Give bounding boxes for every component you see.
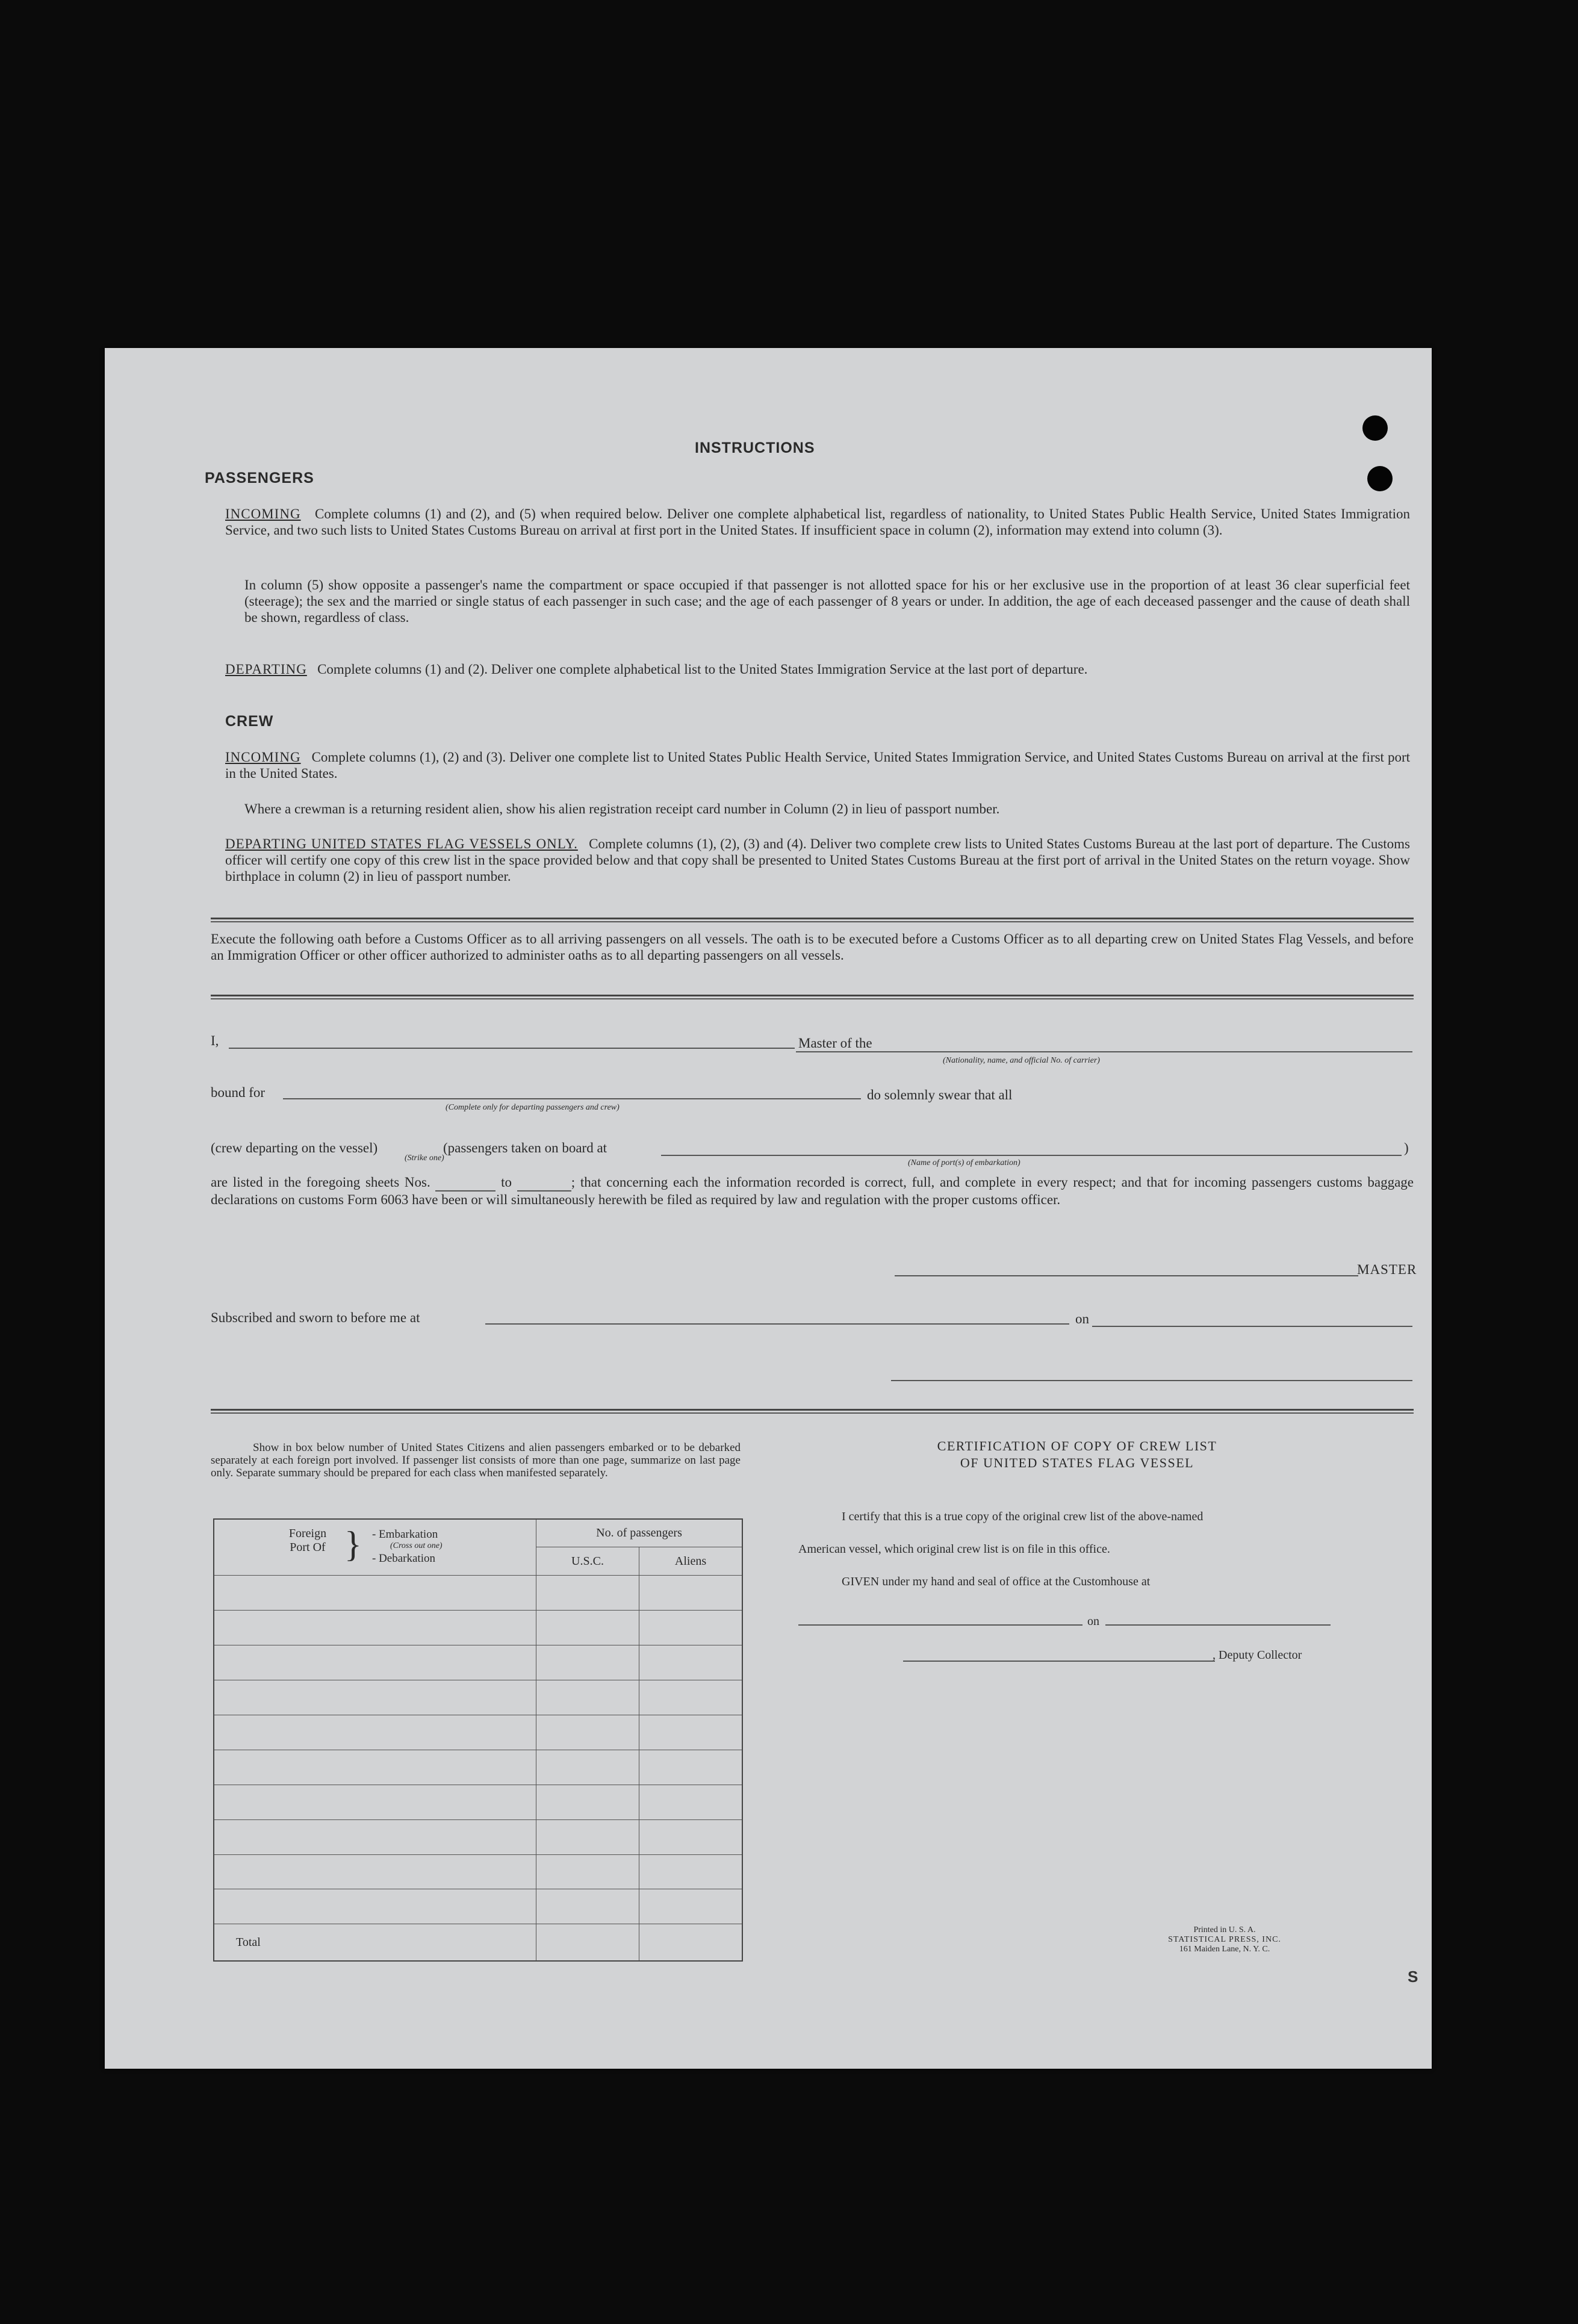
carrier-field[interactable] [796,1051,1412,1052]
table-row [214,1576,742,1611]
usc-cell[interactable] [536,1645,639,1680]
deputy-collector-signature-field[interactable] [903,1661,1215,1662]
cert-on-label: on [1087,1615,1099,1628]
passengers-incoming-text: Complete columns (1) and (2), and (5) when required below. Deliver one complete alphabetical list, regardless of nationality, to United States Public Health Service, United States Immigration Service, and two such lists to United States Customs Bureau on arrival at first port in the United States. If insufficient space in column (2), information may extend into column (3). [225,506,1411,538]
certify-text: I certify that this is a true copy of the original crew list of the above-named [842,1510,1204,1523]
aliens-cell[interactable] [639,1715,743,1750]
swear-text: do solemnly swear that all [867,1087,1013,1102]
subscribed-text: Subscribed and sworn to before me at [211,1310,420,1325]
port-cell[interactable] [214,1680,536,1715]
master-signature-field[interactable] [895,1275,1358,1276]
passengers-taken-option: (passengers taken on board at [443,1140,607,1155]
port-of-embarkation-field[interactable] [661,1155,1402,1156]
sworn-on-label: on [1075,1311,1089,1326]
port-cell[interactable] [214,1785,536,1819]
passenger-summary-table [213,1518,743,1962]
crew-departing-text: Complete columns (1), (2), (3) and (4). Deliver two complete crew lists to United States Customs Bureau at the last port of departure. The Customs officer will certify one copy of this crew list in the space provided below and that copy shall be presented to United States Customs Bureau at the first port of arrival in the United States on the return voyage. Show birthplace in column (2) in lieu of passport number. [225,836,1411,884]
master-of-label: Master of the [798,1036,872,1051]
sworn-date-field[interactable] [1092,1326,1412,1327]
table-row [214,1750,742,1785]
brace-glyph: } [344,1524,362,1564]
strike-one-hint: (Strike one) [405,1154,444,1163]
port-cell[interactable] [214,1819,536,1854]
printer-line2: STATISTICAL PRESS, INC. [1168,1935,1281,1944]
table-row [214,1854,742,1889]
sheet-from-field[interactable] [435,1174,495,1192]
form-sheet [105,348,1432,2069]
to-label: to [501,1175,512,1190]
table-row [214,1645,742,1680]
usc-total-cell[interactable] [536,1924,639,1961]
no-passengers-header: No. of passengers [536,1519,743,1547]
aliens-total-cell[interactable] [639,1924,743,1961]
concerning-text: ; that concerning each the information recorded is correct, full, and complete in every respect; and that for incoming passengers customs baggage declarations on customs Form 6063 have been or will simultaneously herewith be filed as required by law and regulation with the proper customs officer. [211,1175,1414,1207]
passengers-incoming-paragraph [225,506,1410,538]
master-label: MASTER [1357,1262,1417,1277]
cross-out-hint: (Cross out one) [390,1541,443,1550]
crew-incoming-text: Complete columns (1), (2) and (3). Deliver one complete list to United States Public Health Service, United States Immigration Service, and United States Customs Bureau on arrival at the first port in the United States. [225,750,1410,781]
summary-instructions: Show in box below number of United States Citizens and alien passengers embarked or to be debarked separately at each foreign port involved. If passenger list consists of more than one page, summarize on last page only. Separate summary should be prepared for each class when manifested separately. [211,1441,741,1479]
instructions-title: INSTRUCTIONS [695,440,815,456]
passengers-heading: PASSENGERS [205,470,314,486]
table-row [214,1889,742,1924]
bound-for-label: bound for [211,1085,266,1100]
usc-cell[interactable] [536,1889,639,1924]
passengers-departing-label: DEPARTING [225,662,307,677]
crew-incoming-paragraph [225,749,1410,781]
printer-line1: Printed in U. S. A. [1193,1925,1256,1934]
certification-title [815,1438,1417,1471]
aliens-cell[interactable] [639,1750,743,1785]
aliens-cell[interactable] [639,1819,743,1854]
aliens-cell[interactable] [639,1610,743,1645]
printer-line3: 161 Maiden Lane, N. Y. C. [1179,1945,1270,1954]
bound-for-hint: (Complete only for departing passengers and crew) [446,1103,620,1112]
master-name-field[interactable] [229,1048,795,1049]
deputy-collector-label: , Deputy Collector [1213,1648,1302,1662]
carrier-hint: (Nationality, name, and official No. of carrier) [943,1056,1100,1065]
sworn-location-field[interactable] [485,1323,1069,1325]
american-vessel-text: American vessel, which original crew list is on file in this office. [798,1543,1110,1556]
punch-hole-bottom [1367,466,1393,491]
crew-departing-option: (crew departing on the vessel) [211,1140,378,1155]
cert-date-field[interactable] [1105,1624,1331,1626]
listed-in-text: are listed in the foregoing sheets Nos. [211,1175,430,1190]
port-cell[interactable] [214,1645,536,1680]
embarkation-label: - Embarkation [372,1528,438,1541]
page-mark: S [1408,1968,1418,1986]
aliens-cell[interactable] [639,1889,743,1924]
usc-header: U.S.C. [536,1547,639,1576]
table-row [214,1819,742,1854]
crew-departing-paragraph [225,836,1410,884]
total-label: Total [214,1924,536,1961]
port-cell[interactable] [214,1750,536,1785]
aliens-header: Aliens [639,1547,743,1576]
usc-cell[interactable] [536,1785,639,1819]
total-row [214,1924,742,1961]
officer-signature-field[interactable] [891,1380,1412,1381]
given-text: GIVEN under my hand and seal of office at the Customhouse at [842,1575,1151,1588]
passengers-incoming-label: INCOMING [225,506,301,521]
crew-departing-label: DEPARTING UNITED STATES FLAG VESSELS ONLY. [225,836,578,851]
aliens-cell[interactable] [639,1785,743,1819]
port-cell[interactable] [214,1576,536,1611]
port-cell[interactable] [214,1610,536,1645]
table-row [214,1610,742,1645]
aliens-cell[interactable] [639,1854,743,1889]
passengers-departing-paragraph [225,661,1410,677]
crew-resident-paragraph: Where a crewman is a returning resident alien, show his alien registration receipt card number in Column (2) in lieu of passport number. [244,801,1000,816]
aliens-cell[interactable] [639,1576,743,1611]
customhouse-field[interactable] [798,1624,1083,1626]
foreign-port-label: Foreign Port Of [288,1527,327,1554]
bound-for-field[interactable] [283,1098,861,1099]
usc-cell[interactable] [536,1819,639,1854]
table-row [214,1715,742,1750]
certification-title-line2: OF UNITED STATES FLAG VESSEL [960,1455,1194,1470]
crew-incoming-label: INCOMING [225,750,301,765]
divider-after-instructions [211,918,1414,922]
usc-cell[interactable] [536,1576,639,1611]
column5-paragraph: In column (5) show opposite a passenger's name the compartment or space occupied if that passenger is not allotted space for his or her exclusive use in the proportion of at least 36 clear superficial feet (steerage); the sex and the married or single status of each passenger in such case; and the age of each passenger of 8 years or under. In addition, the age of each deceased passenger and the cause of death shall be shown, regardless of class. [244,577,1410,625]
passengers-departing-text: Complete columns (1) and (2). Deliver one complete alphabetical list to the United States Immigration Service at the last port of departure. [317,662,1088,677]
i-label: I, [211,1033,219,1048]
aliens-cell[interactable] [639,1645,743,1680]
foreign-port-header [214,1519,536,1576]
port-cell[interactable] [214,1889,536,1924]
certification-title-line1: CERTIFICATION OF COPY OF CREW LIST [937,1438,1217,1453]
usc-cell[interactable] [536,1680,639,1715]
usc-cell[interactable] [536,1750,639,1785]
table-row [214,1785,742,1819]
divider-before-summary [211,1409,1414,1414]
port-hint: (Name of port(s) of embarkation) [908,1158,1020,1167]
table-row [214,1680,742,1715]
usc-cell[interactable] [536,1715,639,1750]
sheet-to-field[interactable] [517,1174,571,1192]
listed-in-paragraph [211,1174,1414,1208]
port-cell[interactable] [214,1715,536,1750]
oath-execute-paragraph: Execute the following oath before a Customs Officer as to all arriving passengers on all vessels. The oath is to be executed before a Customs Officer as to all departing crew on United States Flag Vessels, and before an Immigration Officer or other officer authorized to administer oaths as to all departing passengers on all vessels. [211,931,1414,963]
usc-cell[interactable] [536,1610,639,1645]
port-cell[interactable] [214,1854,536,1889]
printer-imprint [1134,1925,1315,1954]
divider-before-oath [211,995,1414,999]
aliens-cell[interactable] [639,1680,743,1715]
close-paren: ) [1404,1140,1409,1155]
debarkation-label: - Debarkation [372,1552,435,1565]
crew-heading: CREW [225,713,274,730]
punch-hole-top [1362,415,1388,441]
usc-cell[interactable] [536,1854,639,1889]
